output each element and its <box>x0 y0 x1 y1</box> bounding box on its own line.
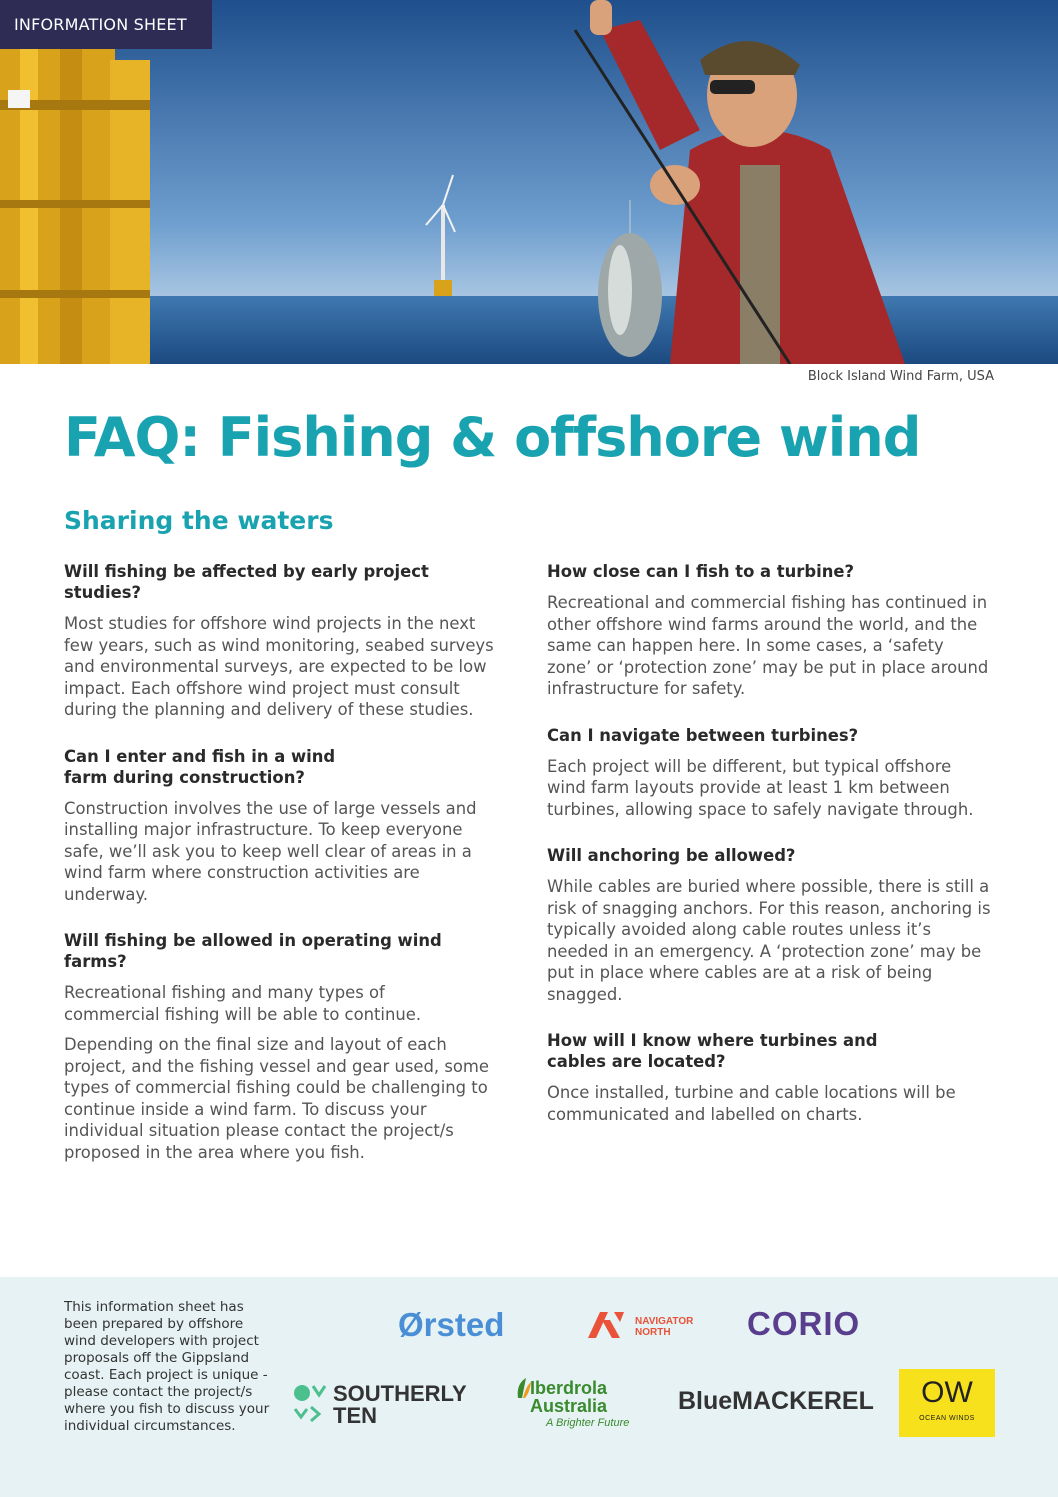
navigator-north-line2: NORTH <box>635 1327 671 1338</box>
southerly-ten-line1: SOUTHERLY <box>333 1381 467 1406</box>
faq-answer: While cables are buried where possible, there is still a risk of snagging anchors. For this reason, anchoring is typically avoided along cable routes unless it’s needed in an emergency. A ‘protection zone’ may be put in place where cables are at a risk of being snagged. <box>547 877 991 1004</box>
photo-caption: Block Island Wind Farm, USA <box>807 369 994 384</box>
faq-answer: Once installed, turbine and cable locations will be communicated and labelled on charts. <box>547 1083 956 1124</box>
section-heading: Sharing the waters <box>64 506 334 535</box>
faq-question: How close can I fish to a turbine? <box>547 562 855 581</box>
faq-answer: Recreational and commercial fishing has continued in other offshore wind farms around the world, and the same can happen here. In some cases, a ‘safety zone’ or ‘protection zone’ may be put in place around infrastructure for safety. <box>547 593 989 698</box>
ocean-winds-name: OCEAN WINDS <box>919 1415 975 1422</box>
blue-mackerel-logo: BlueMACKEREL <box>678 1387 874 1415</box>
faq-left-column <box>64 561 506 1188</box>
turbine-foundation-structure <box>0 40 150 364</box>
faq-item <box>547 845 993 1005</box>
faq-right-column <box>547 561 993 1150</box>
faq-question: Will anchoring be allowed? <box>547 846 796 865</box>
faq-question: Can I enter and fish in a wind farm during construction? <box>64 746 336 787</box>
faq-item <box>547 725 993 821</box>
footer-disclaimer: This information sheet has been prepared by offshore wind developers with project proposals off the Gippsland coast. Each project is unique - please contact the project/s where you fish to discuss your individual circumstances. <box>64 1299 270 1434</box>
faq-question: Will fishing be affected by early project studies? <box>64 562 429 602</box>
iberdrola-tagline: A Brighter Future <box>546 1417 630 1429</box>
page-title: FAQ: Fishing & offshore wind <box>64 406 921 469</box>
faq-answer: Depending on the final size and layout of each project, and the fishing vessel and gear used, some types of commercial fishing could be challenging to continue inside a wind farm. To discuss your individual situation please contact the project/s proposed in the area where you fish. <box>64 1035 489 1162</box>
faq-item <box>547 1030 993 1125</box>
faq-question: Can I navigate between turbines? <box>547 725 859 745</box>
ocean-winds-mark: OW <box>921 1376 973 1409</box>
southerly-ten-mark-icon <box>293 1383 329 1425</box>
faq-answer: Most studies for offshore wind projects in the next few years, such as wind monitoring, seabed surveys and environmental surveys, are expected to be low impact. Each offshore wind project must consult during the planning and delivery of these studies. <box>64 614 494 719</box>
ocean-winds-logo <box>899 1369 995 1437</box>
navigator-north-line1: NAVIGATOR <box>635 1316 694 1327</box>
faq-question: How will I know where turbines and cables are located? <box>547 1031 878 1071</box>
information-sheet-tag: INFORMATION SHEET <box>0 0 212 49</box>
fisherman-photo <box>0 0 1058 364</box>
southerly-ten-line2: TEN <box>333 1403 377 1428</box>
orsted-logo: Ørsted <box>398 1306 505 1343</box>
faq-answer: Each project will be different, but typical offshore wind farm layouts provide at least 1 km between turbines, allowing space to safely navigate through. <box>547 756 974 819</box>
faq-answer: Recreational fishing and many types of commercial fishing will be able to continue. <box>64 983 422 1024</box>
faq-item <box>547 561 993 700</box>
faq-item <box>64 561 506 721</box>
navigator-north-mark-icon <box>586 1310 628 1340</box>
faq-item <box>64 930 506 1163</box>
faq-answer: Construction involves the use of large vessels and installing major infrastructure. To keep everyone safe, we’ll ask you to keep well clear of areas in a wind farm where construction activities are underway. <box>64 798 477 904</box>
iberdrola-line2: Australia <box>530 1396 608 1416</box>
iberdrola-line1: Iberdrola <box>530 1378 608 1398</box>
hero-image <box>0 0 1058 364</box>
corio-logo: CORIO <box>747 1305 861 1342</box>
faq-item <box>64 746 506 906</box>
faq-question: Will fishing be allowed in operating wind farms? <box>64 931 442 971</box>
